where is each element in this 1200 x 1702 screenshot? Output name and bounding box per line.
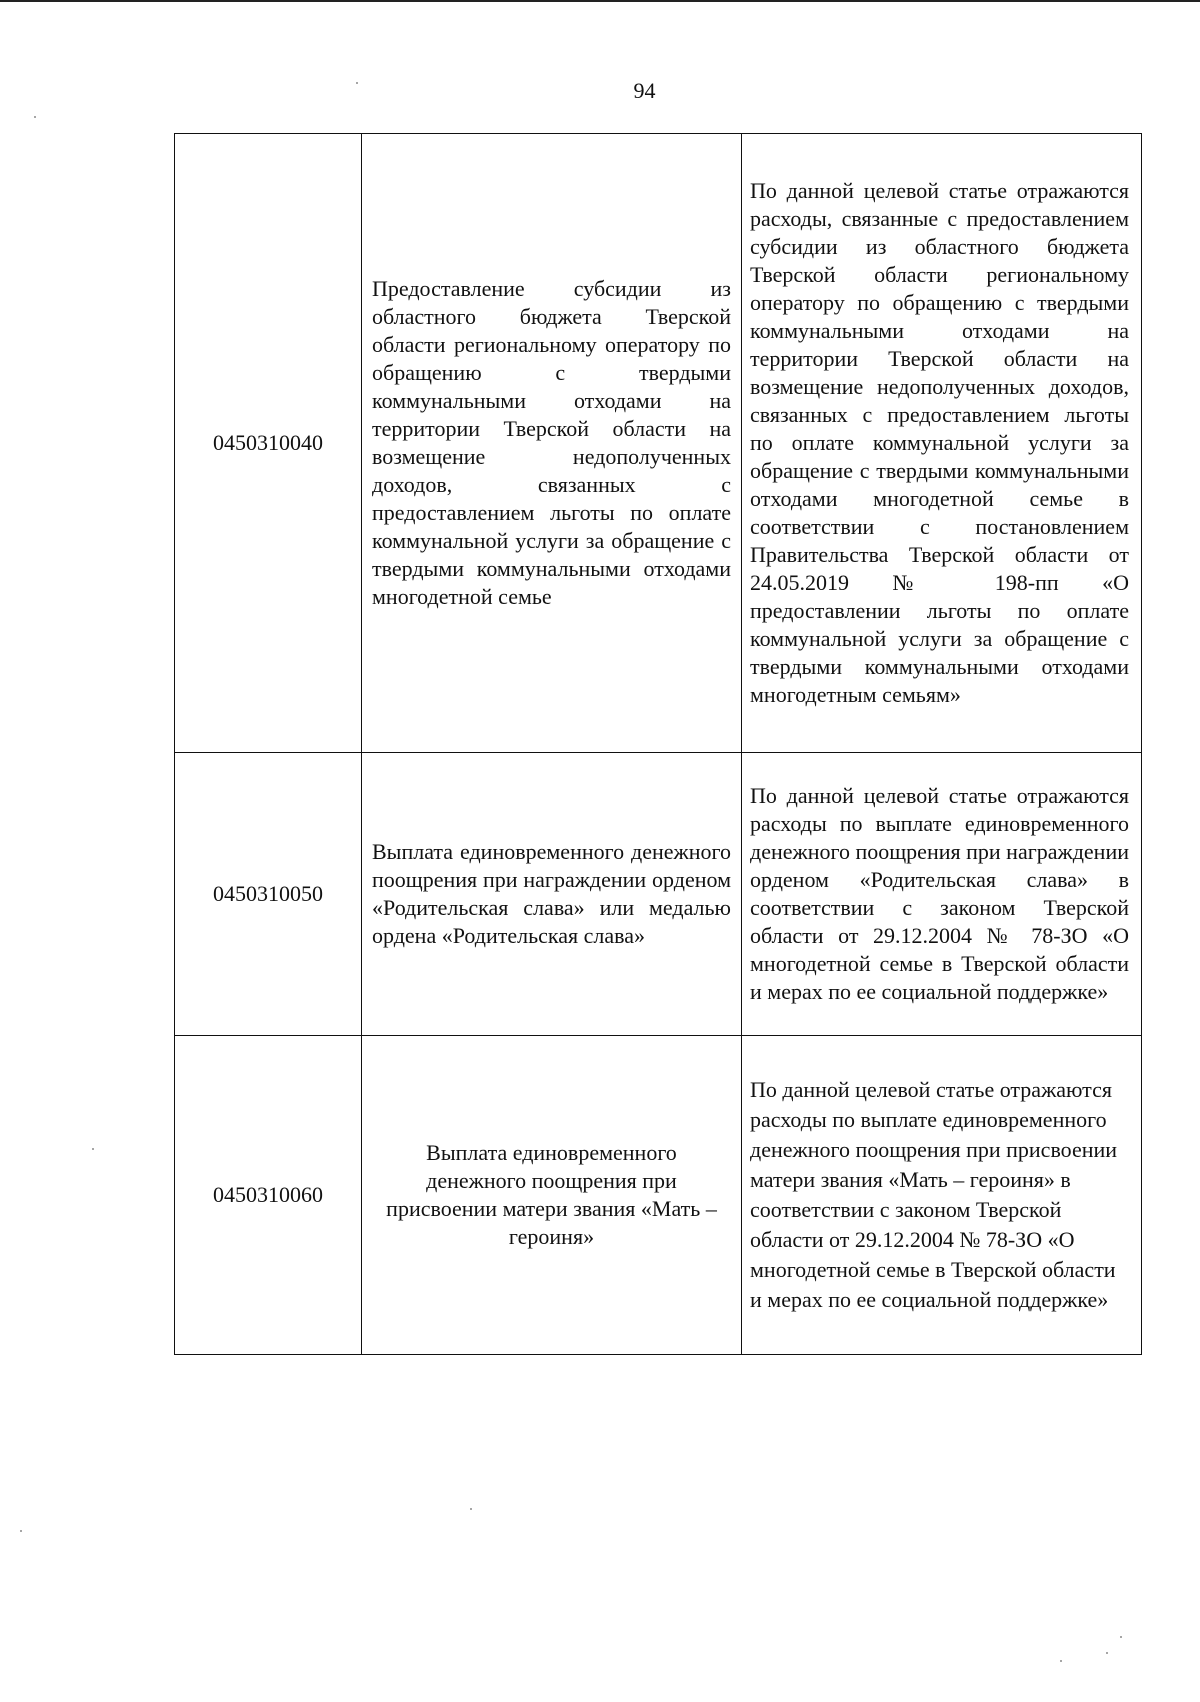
budget-classification-table: [174, 133, 1142, 1355]
target-code: 0450310040: [175, 134, 362, 753]
scan-speck: [1106, 1652, 1108, 1654]
scan-speck: [92, 1148, 94, 1150]
table-row: [175, 753, 1142, 1036]
target-code: 0450310050: [175, 753, 362, 1036]
scan-speck: [356, 82, 358, 84]
expense-name: Предоставление субсидии из областного бюджета Тверской области региональному оператору по обращению с твердыми коммунальными отходами на территории Тверской области на возмещение недополученных доходов, связанных с предоставлением льготы по оплате коммунальной услуги за обращение с твердыми коммунальными отходами многодетной семье: [362, 134, 742, 753]
table-row: [175, 1036, 1142, 1355]
expense-description: По данной целевой статье отражаются расходы по выплате единовременного денежного поощрения при награждении орденом «Родительская слава» в соответствии с законом Тверской области от 29.12.2004 № 78-ЗО «О многодетной семье в Тверской области и мерах по ее социальной поддержке»: [742, 753, 1142, 1036]
scan-speck: [1060, 1660, 1062, 1662]
scan-speck: [470, 1508, 472, 1510]
page-number: 94: [633, 78, 656, 103]
expense-description: По данной целевой статье отражаются расходы по выплате единовременного денежного поощрения при присвоении матери звания «Мать – героиня» в соответствии с законом Тверской области от 29.12.2004 № 78-ЗО «О многодетной семье в Тверской области и мерах по ее социальной поддержке»: [742, 1036, 1142, 1355]
expense-name: Выплата единовременного денежного поощрения при награждении орденом «Родительская слава» или медалью ордена «Родительская слава»: [362, 753, 742, 1036]
scan-top-edge: [0, 0, 1200, 2]
expense-name: Выплата единовременного денежного поощрения при присвоении матери звания «Мать – героиня»: [362, 1036, 742, 1355]
scan-speck: [20, 1530, 22, 1532]
table-row: [175, 134, 1142, 753]
expense-description: По данной целевой статье отражаются расходы, связанные с предоставлением субсидии из областного бюджета Тверской области региональному оператору по обращению с твердыми коммунальными отходами на территории Тверской области на возмещение недополученных доходов, связанных с предоставлением льготы по оплате коммунальной услуги за обращение с твердыми коммунальными отходами многодетной семье в соответствии с постановлением Правительства Тверской области от 24.05.2019 № 198-пп «О предоставлении льготы по оплате коммунальной услуги за обращение с твердыми коммунальными отходами многодетным семьям»: [742, 134, 1142, 753]
scan-speck: [1120, 1636, 1122, 1638]
target-code: 0450310060: [175, 1036, 362, 1355]
scan-speck: [34, 116, 36, 118]
